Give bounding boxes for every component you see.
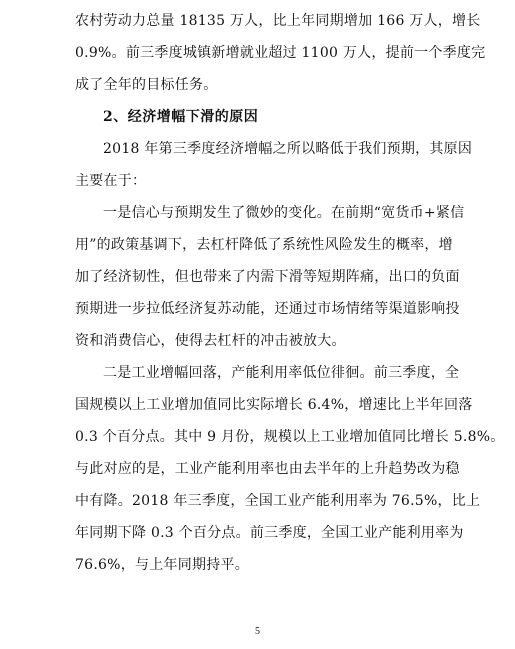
paragraph-line: 主要在于： bbox=[75, 173, 147, 189]
paragraph-line: 中有降。2018 年三季度，全国工业产能利用率为 76.5%，比上 bbox=[75, 493, 481, 509]
paragraph-line: 资和消费信心，使得去杠杆的冲击被放大。 bbox=[75, 333, 346, 349]
paragraph-line: 加了经济韧性，但也带来了内需下滑等短期阵痛，出口的负面 bbox=[75, 269, 460, 285]
paragraph-line: 0.9%。前三季度城镇新增就业超过 1100 万人，提前一个季度完 bbox=[75, 45, 486, 61]
paragraph-line: 二是工业增幅回落，产能利用率低位徘徊。前三季度，全 bbox=[103, 365, 460, 381]
page-number: 5 bbox=[255, 626, 260, 637]
section-heading: 2、经济增幅下滑的原因 bbox=[103, 109, 259, 125]
paragraph-line: 成了全年的目标任务。 bbox=[75, 77, 218, 93]
paragraph-line: 用”的政策基调下，去杠杆降低了系统性风险发生的概率，增 bbox=[75, 237, 453, 253]
paragraph-line: 农村劳动力总量 18135 万人，比上年同期增加 166 万人，增长 bbox=[75, 13, 481, 29]
paragraph-line: 与此对应的是，工业产能利用率也由去半年的上升趋势改为稳 bbox=[75, 461, 460, 477]
paragraph-line: 预期进一步拉低经济复苏动能，还通过市场情绪等渠道影响投 bbox=[75, 301, 460, 317]
paragraph-line: 2018 年第三季度经济增幅之所以略低于我们预期，其原因 bbox=[103, 141, 473, 157]
paragraph-line: 国规模以上工业增加值同比实际增长 6.4%，增速比上半年回落 bbox=[75, 397, 473, 413]
paragraph-line: 一是信心与预期发生了微妙的变化。在前期“宽货币+紧信 bbox=[103, 205, 465, 221]
paragraph-line: 年同期下降 0.3 个百分点。前三季度，全国工业产能利用率为 bbox=[75, 525, 464, 541]
paragraph-line: 0.3 个百分点。其中 9 月份，规模以上工业增加值同比增长 5.8%。 bbox=[75, 429, 505, 445]
paragraph-line: 76.6%，与上年同期持平。 bbox=[75, 557, 249, 573]
